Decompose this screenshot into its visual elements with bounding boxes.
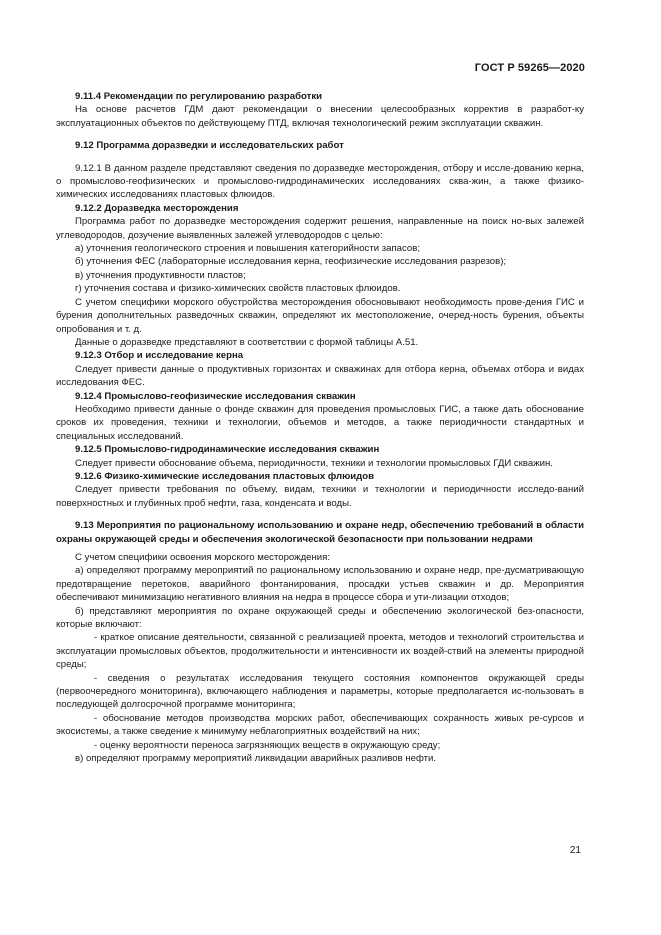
dash-item: - сведения о результатах исследования текущего состояния компонентов окружающей среды (первоочередного мониторинга), включающего наблюдения и параметры, которые предполагается ис-пользовать в последующей долгосрочной программе мониторинга; <box>56 672 584 711</box>
section-heading-9-13: 9.13 Мероприятия по рациональному использованию и охране недр, обеспечению требований в области охраны окружающей среды и обеспечения экологической безопасности при пользовании недрами <box>56 520 584 545</box>
list-item: а) определяют программу мероприятий по рациональному использованию и охране недр, пре-дусматривающую предотвращение перетоков, аварийного фонтанирования, просадки устьев скважин и др. Мероприятия обеспечивают минимизацию негативного влияния на недра в процессе сбора и ути-лизации отходов; <box>56 565 584 604</box>
section-heading-9-12-5: 9.12.5 Промыслово-гидродинамические исследования скважин <box>75 444 380 456</box>
list-item: а) уточнения геологического строения и повышения категорийности запасов; <box>75 243 421 255</box>
section-heading-9-12-3: 9.12.3 Отбор и исследование керна <box>75 350 244 362</box>
paragraph: Следует привести требования по объему, видам, техники и технологии и периодичности исследо-ваний поверхностных и глубинных проб нефти, газа, конденсата и воды. <box>56 484 584 509</box>
paragraph: Программа работ по доразведке месторождения содержит решения, направленные на поиск но-вых залежей углеводородов, дозучение выявленных залежей углеводородов с целью: <box>56 216 584 241</box>
standard-header: ГОСТ Р 59265—2020 <box>474 62 585 74</box>
list-item: в) определяют программу мероприятий ликвидации аварийных разливов нефти. <box>75 753 437 765</box>
section-heading-9-12-2: 9.12.2 Доразведка месторождения <box>75 202 239 214</box>
list-item: б) представляют мероприятия по охране окружающей среды и обеспечению экологической без-опасности, которые включают: <box>56 605 584 631</box>
paragraph: С учетом специфики освоения морского месторождения: <box>75 552 331 563</box>
paragraph: 9.12.1 В данном разделе представляют сведения по доразведке месторождения, отбору и иссле-дованию керна, о промыслово-геофизических и промыслово-гидродинамических исследованиях сква-жин, а также физико-химических исследованиях пластовых флюидов. <box>56 162 584 201</box>
paragraph: На основе расчетов ГДМ дают рекомендации о внесении целесообразных корректив в разработ-ку эксплуатационных объектов по действующему ПТД, включая технологический режим эксплуатации скважин. <box>56 104 584 129</box>
document-body <box>56 90 584 766</box>
paragraph: С учетом специфики морского обустройства месторождения обосновывают необходимость прове-дения ГИС и бурения дополнительных разведочных скважин, определяют их местоположение, очеред-ность бурения, объекты опробования и т. д. <box>56 296 584 335</box>
dash-item: - краткое описание деятельности, связанной с реализацией проекта, методов и технологий строительства и эксплуатации промысловых объектов, продолжительности и интенсивности их воздей-ствий на элементы природной среды; <box>56 632 584 671</box>
dash-item: - обоснование методов производства морских работ, обеспечивающих сохранность живых ре-сурсов и экосистемы, а также сведение к минимуму неблагоприятных воздействий на них; <box>56 712 584 738</box>
paragraph: Следует привести обоснование объема, периодичности, техники и технологии промысловых ГДИ скважин. <box>75 457 553 469</box>
list-item: б) уточнения ФЕС (лабораторные исследования керна, геофизические исследования разрезов); <box>75 256 507 268</box>
paragraph: Данные о доразведке представляют в соответствии с формой таблицы А.51. <box>75 336 419 348</box>
section-heading-9-11-4: 9.11.4 Рекомендации по регулированию разработки <box>75 91 323 102</box>
section-heading-9-12-4: 9.12.4 Промыслово-геофизические исследования скважин <box>75 390 356 402</box>
dash-item: - оценку вероятности переноса загрязняющих веществ в окружающую среду; <box>94 739 441 751</box>
section-heading-9-12-6: 9.12.6 Физико-химические исследования пластовых флюидов <box>75 470 375 482</box>
paragraph: Следует привести данные о продуктивных горизонтах и скважинах для отбора керна, объемах отбора и видах исследования ФЕС. <box>56 363 584 389</box>
list-item: в) уточнения продуктивности пластов; <box>75 269 246 281</box>
list-item: г) уточнения состава и физико-химических свойств пластовых флюидов. <box>75 283 401 295</box>
section-heading-9-12: 9.12 Программа доразведки и исследовательских работ <box>75 140 344 152</box>
paragraph: Необходимо привести данные о фонде скважин для проведения промысловых ГИС, а также дать обоснование сроков их проведения, техники и технологии, объемов и методов, а также периодичности стандартных и специальных исследований. <box>56 403 584 442</box>
page-number: 21 <box>569 845 581 856</box>
